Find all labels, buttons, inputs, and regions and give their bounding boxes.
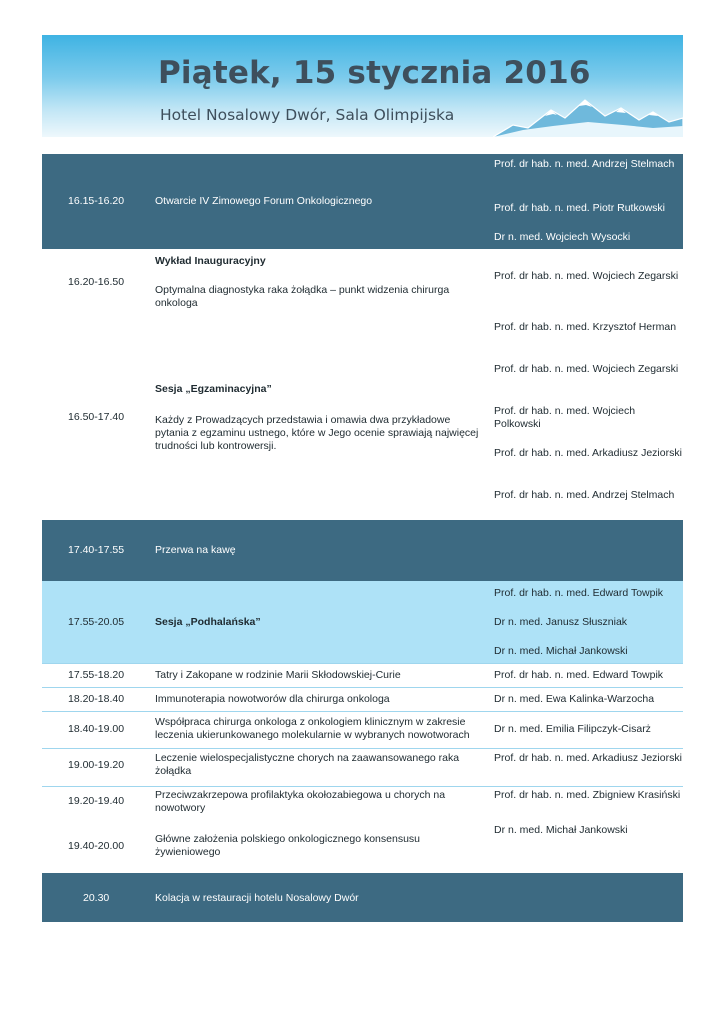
- row-description: Każdy z Prowadzących przedstawia i omawia dwa przykładowe pytania z egzaminu ustnego, które w Jego ocenie sprawiają najwięcej trudności lub kontrowersji.: [155, 414, 479, 452]
- row-description: Tatry i Zakopane w rodzinie Marii Skłodowskiej-Curie: [155, 669, 401, 681]
- row-time: 19.00-19.20: [68, 759, 125, 771]
- speaker: Dr n. med. Michał Jankowski: [494, 645, 628, 657]
- row-time: 18.40-19.00: [68, 723, 125, 735]
- row-time: 17.55-20.05: [68, 616, 125, 628]
- row-time: 17.40-17.55: [68, 544, 125, 556]
- speaker: Prof. dr hab. n. med. Arkadiusz Jeziorski: [494, 752, 682, 764]
- row-title: Wykład Inauguracyjny: [155, 255, 266, 267]
- speaker: Dr n. med. Janusz Słuszniak: [494, 616, 628, 628]
- speaker: Dr n. med. Michał Jankowski: [494, 824, 628, 836]
- row-description: Optymalna diagnostyka raka żołądka – punkt widzenia chirurga onkologa: [155, 284, 450, 309]
- speaker: Prof. dr hab. n. med. Wojciech Zegarski: [494, 270, 679, 282]
- row-time: 16.15-16.20: [68, 195, 125, 207]
- speaker: Prof. dr hab. n. med. Andrzej Stelmach: [494, 489, 675, 501]
- row-time: 19.20-19.40: [68, 795, 125, 807]
- row-description: Przeciwzakrzepowa profilaktyka okołozabiegowa u chorych na nowotwory: [155, 789, 446, 814]
- schedule-row-exam-session: [42, 356, 683, 520]
- page-title: Piątek, 15 stycznia 2016: [158, 55, 591, 91]
- speaker: Prof. dr hab. n. med. Arkadiusz Jeziorski: [494, 447, 682, 459]
- schedule-row-inaugural: [42, 249, 683, 356]
- schedule-row-coffee-break: [42, 520, 683, 581]
- speaker: Prof. dr hab. n. med. Edward Towpik: [494, 587, 664, 599]
- row-description: Otwarcie IV Zimowego Forum Onkologicznego: [155, 195, 373, 207]
- schedule-row-podhale-session: [42, 581, 683, 663]
- row-title: Sesja „Egzaminacyjna”: [155, 383, 272, 395]
- schedule-row-dinner: [42, 873, 683, 922]
- page-subtitle: Hotel Nosalowy Dwór, Sala Olimpijska: [160, 106, 455, 124]
- row-time: 18.20-18.40: [68, 693, 125, 705]
- schedule-row-opening: [42, 154, 683, 249]
- speaker: Prof. dr hab. n. med. Wojciech Polkowski: [494, 405, 636, 430]
- row-description: Immunoterapia nowotworów dla chirurga onkologa: [155, 693, 390, 705]
- speaker: Dr n. med. Wojciech Wysocki: [494, 231, 631, 243]
- row-time: 17.55-18.20: [68, 669, 125, 681]
- speaker: Prof. dr hab. n. med. Wojciech Zegarski: [494, 363, 679, 375]
- speaker: Prof. dr hab. n. med. Krzysztof Herman: [494, 321, 677, 333]
- schedule-row: [42, 787, 683, 822]
- mountains-illustration: [493, 92, 683, 137]
- row-description: Kolacja w restauracji hotelu Nosalowy Dwór: [155, 892, 359, 904]
- row-description: Współpraca chirurga onkologa z onkologiem klinicznym w zakresie leczenia ukierunkowanego molekularnie w wybranych nowotworach: [155, 716, 470, 741]
- schedule-row: [42, 664, 683, 687]
- speaker: Dr n. med. Ewa Kalinka-Warzocha: [494, 693, 655, 705]
- row-time: 19.40-20.00: [68, 840, 125, 852]
- schedule-row: [42, 712, 683, 748]
- row-description: Przerwa na kawę: [155, 544, 236, 556]
- speaker: Prof. dr hab. n. med. Zbigniew Krasiński: [494, 789, 681, 801]
- row-time: 16.50-17.40: [68, 411, 125, 423]
- row-time: 16.20-16.50: [68, 276, 125, 288]
- row-title: Sesja „Podhalańska”: [155, 616, 261, 628]
- schedule-row: [42, 688, 683, 711]
- row-description: Leczenie wielospecjalistyczne chorych na zaawansowanego raka żołądka: [155, 752, 460, 777]
- speaker: Prof. dr hab. n. med. Andrzej Stelmach: [494, 158, 675, 170]
- speaker: Prof. dr hab. n. med. Edward Towpik: [494, 669, 664, 681]
- row-description: Główne założenia polskiego onkologicznego konsensusu żywieniowego: [155, 833, 421, 858]
- row-time: 20.30: [83, 892, 110, 904]
- header-banner: [42, 35, 683, 137]
- speaker: Prof. dr hab. n. med. Piotr Rutkowski: [494, 202, 665, 214]
- speaker: Dr n. med. Emilia Filipczyk-Cisarż: [494, 723, 651, 735]
- schedule-row: [42, 749, 683, 786]
- schedule-row: [42, 822, 683, 873]
